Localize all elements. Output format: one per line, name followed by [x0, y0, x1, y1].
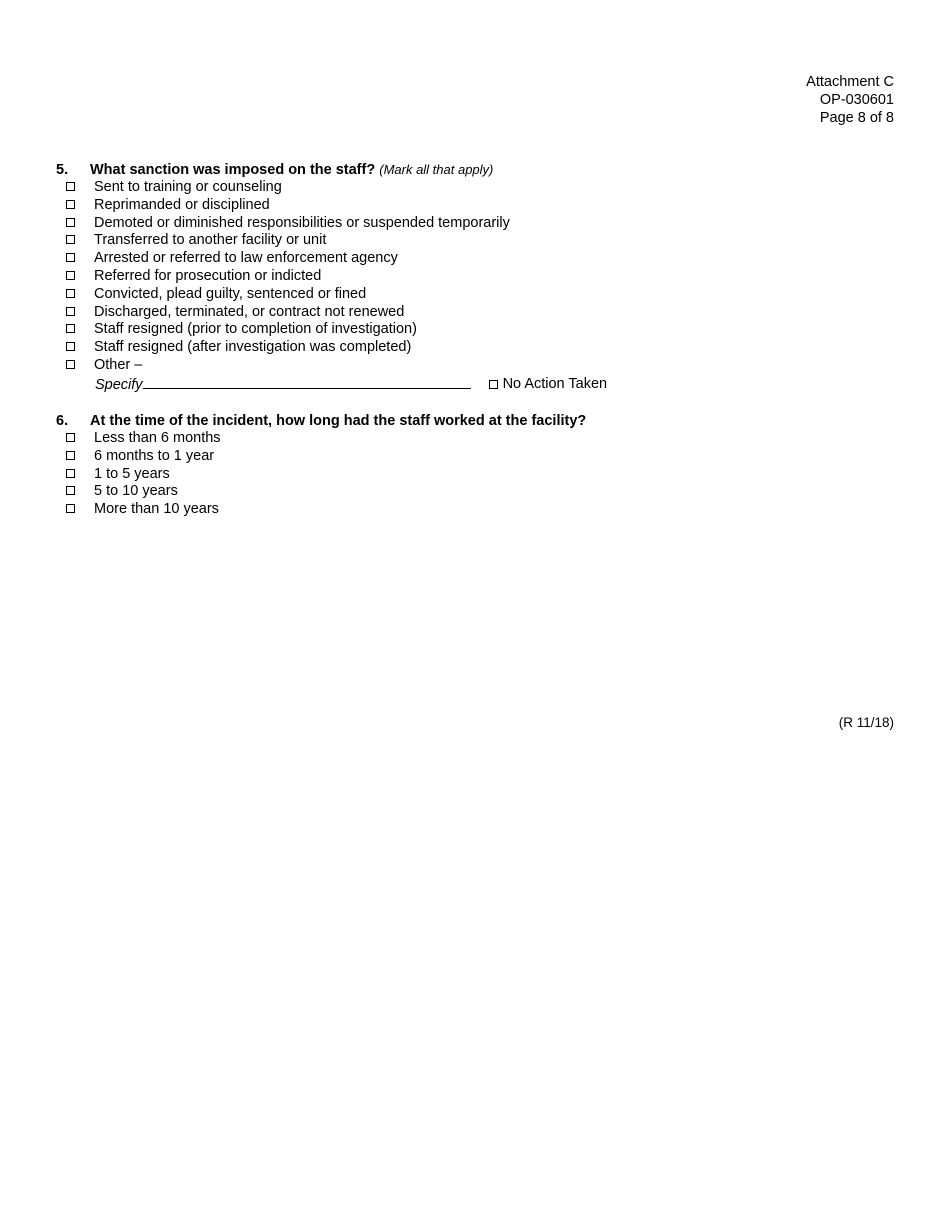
checkbox[interactable] — [66, 433, 75, 442]
option-label: Discharged, terminated, or contract not renewed — [94, 303, 405, 320]
checkbox[interactable] — [66, 307, 75, 316]
checkbox[interactable] — [66, 271, 75, 280]
specify-label: Specify — [95, 376, 143, 393]
question-6-heading — [56, 413, 586, 429]
checkbox[interactable] — [66, 218, 75, 227]
option-label: Staff resigned (after investigation was completed) — [94, 339, 412, 356]
option-more-than-10-years[interactable] — [56, 501, 586, 519]
revision-footer: (R 11/18) — [838, 715, 894, 730]
checkbox[interactable] — [66, 324, 75, 333]
option-1-to-5-years[interactable] — [56, 466, 586, 484]
checkbox[interactable] — [66, 504, 75, 513]
option-label: 6 months to 1 year — [94, 447, 215, 464]
option-resigned-prior[interactable] — [56, 321, 607, 339]
document-code: OP-030601 — [819, 92, 894, 108]
option-label: 1 to 5 years — [94, 465, 170, 482]
checkbox[interactable] — [66, 451, 75, 460]
checkbox[interactable] — [66, 360, 75, 369]
option-label: Convicted, plead guilty, sentenced or fined — [94, 285, 367, 302]
option-convicted[interactable] — [56, 286, 607, 304]
checkbox[interactable] — [66, 235, 75, 244]
option-5-to-10-years[interactable] — [56, 483, 586, 501]
question-6-title: At the time of the incident, how long had the staff worked at the facility? — [90, 413, 587, 429]
option-training[interactable] — [56, 179, 607, 197]
option-other[interactable] — [56, 357, 607, 375]
option-label: Demoted or diminished responsibilities or suspended temporarily — [94, 214, 510, 231]
option-prosecution[interactable] — [56, 268, 607, 286]
option-label: Less than 6 months — [94, 430, 221, 446]
question-5-options — [56, 179, 607, 393]
option-transferred[interactable] — [56, 232, 607, 250]
question-6-options — [56, 430, 586, 519]
checkbox[interactable] — [66, 342, 75, 351]
option-label: Staff resigned (prior to completion of investigation) — [94, 321, 417, 338]
option-label: 5 to 10 years — [94, 483, 178, 500]
option-discharged[interactable] — [56, 304, 607, 322]
option-6-months-to-1-year[interactable] — [56, 448, 586, 466]
option-label: Arrested or referred to law enforcement agency — [94, 250, 398, 267]
question-5 — [56, 162, 607, 393]
option-label: Reprimanded or disciplined — [94, 196, 270, 213]
specify-input-line[interactable] — [143, 375, 471, 389]
option-demoted[interactable] — [56, 215, 607, 233]
checkbox[interactable] — [66, 469, 75, 478]
option-label: Other – — [94, 356, 143, 373]
question-6 — [56, 413, 586, 519]
option-label: Transferred to another facility or unit — [94, 232, 327, 249]
checkbox[interactable] — [66, 289, 75, 298]
option-reprimanded[interactable] — [56, 197, 607, 215]
option-label: Referred for prosecution or indicted — [94, 267, 322, 284]
checkbox[interactable] — [66, 182, 75, 191]
question-5-heading — [56, 162, 607, 178]
no-action-taken-label: No Action Taken — [502, 376, 608, 393]
page-header — [806, 73, 894, 127]
checkbox[interactable] — [66, 253, 75, 262]
checkbox[interactable] — [489, 380, 498, 389]
question-5-number: 5. — [56, 162, 69, 178]
question-6-number: 6. — [56, 413, 69, 429]
attachment-label: Attachment C — [806, 74, 894, 90]
option-label: More than 10 years — [94, 501, 219, 518]
no-action-taken-option[interactable] — [489, 375, 608, 393]
option-less-than-6-months[interactable] — [56, 430, 586, 448]
page-number: Page 8 of 8 — [819, 110, 894, 126]
specify-row — [95, 375, 607, 393]
question-5-note: (Mark all that apply) — [379, 162, 494, 177]
option-label: Sent to training or counseling — [94, 179, 282, 195]
option-arrested[interactable] — [56, 250, 607, 268]
option-resigned-after[interactable] — [56, 339, 607, 357]
question-5-title: What sanction was imposed on the staff? — [90, 162, 376, 178]
checkbox[interactable] — [66, 486, 75, 495]
checkbox[interactable] — [66, 200, 75, 209]
